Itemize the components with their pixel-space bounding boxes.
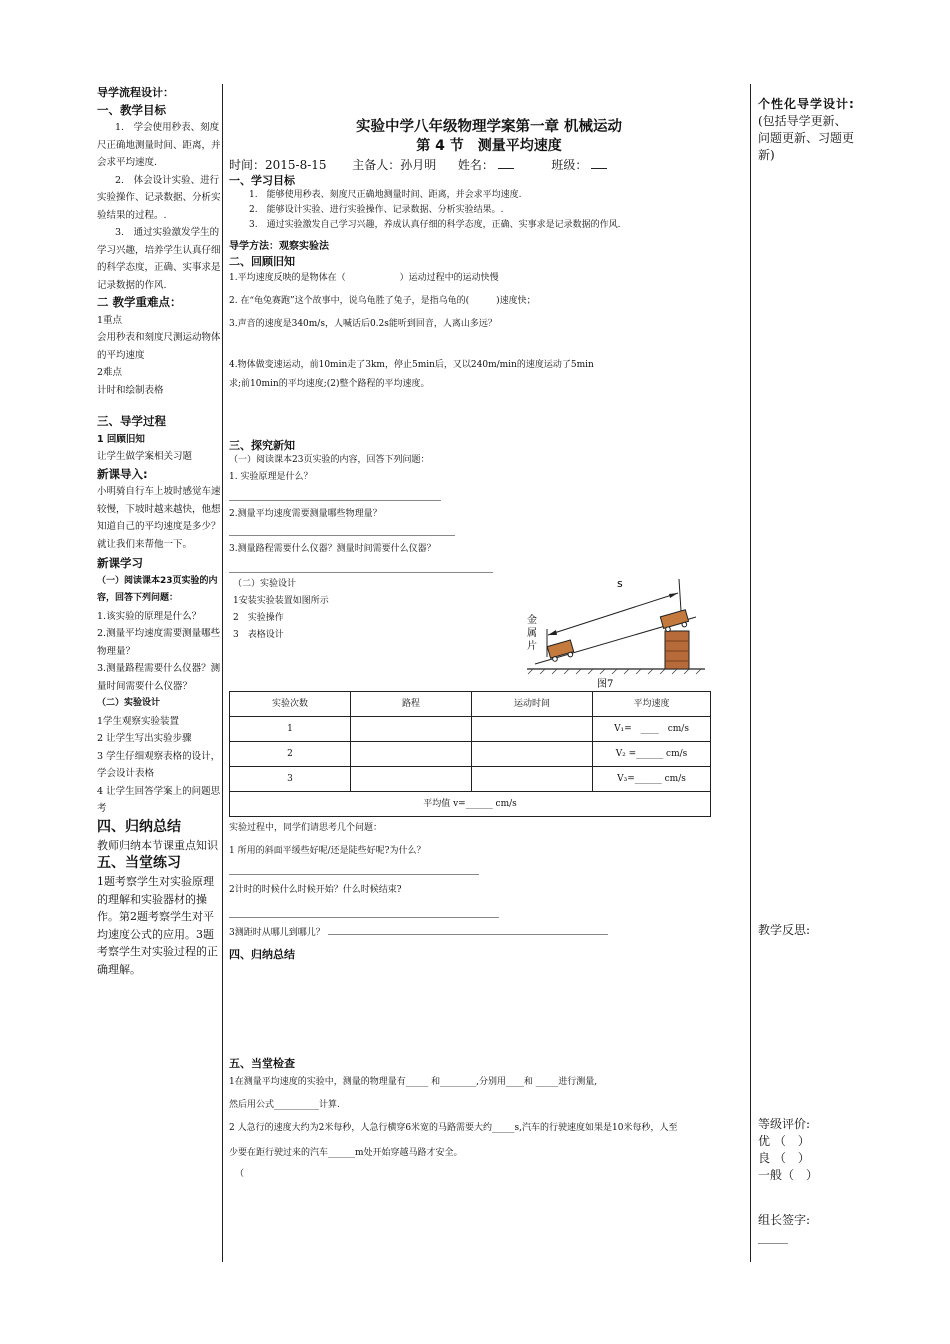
left-key1: 1重点 — [97, 314, 123, 326]
check-3: 2 人急行的速度大约为2米每秒，人急行横穿6米宽的马路需要大约_____s,汽车的行驶速度如果是10米每秒，人至 — [229, 1123, 678, 1133]
table-row — [230, 717, 711, 742]
design-2: 2 实验操作 — [233, 613, 284, 623]
left-intro: 新课导入: — [97, 466, 148, 481]
answer-line-2[interactable] — [229, 534, 455, 536]
table-cell[interactable] — [472, 767, 593, 792]
grade-excellent[interactable]: 优 （ ） — [758, 1134, 810, 1148]
part2: （二）实验设计 — [233, 579, 297, 589]
table-cell[interactable] — [351, 717, 472, 742]
left-heading: 导学流程设计： — [97, 86, 174, 99]
personal-title-bold: 个性化导学设计: — [758, 97, 855, 111]
left-section-practice: 五、当堂练习 — [97, 855, 181, 871]
table-average-row — [230, 792, 711, 817]
goal-2: 2. 能够设计实验、进行实验操作、记录数据、分析实验结果。. — [249, 205, 504, 215]
left-learn-b: （二）实验设计 — [97, 698, 161, 708]
left-key2: 2难点 — [97, 367, 123, 378]
check-5: （ — [235, 1169, 245, 1179]
personal-title — [758, 96, 858, 164]
left-learn-a-3: 3.测量路程需要什么仪器？测量时间需要什么仪器？ — [97, 663, 221, 692]
table-cell[interactable] — [472, 742, 593, 767]
section-review: 二、回顾旧知 — [229, 255, 295, 268]
data-table — [229, 691, 711, 817]
table-cell[interactable]: V₃=______ cm/s — [593, 767, 711, 792]
incline-figure — [515, 573, 715, 691]
teacher-column — [97, 84, 221, 978]
leader-sign-label: 组长签字: — [758, 1213, 811, 1227]
table-cell: 3 — [230, 767, 351, 792]
review-2: 2. 在“龟兔赛跑”这个故事中，说乌龟胜了兔子，是指乌龟的( )速度快； — [229, 296, 536, 306]
review-4: 4.物体做变速运动，前10min走了3km，停止5min后，又以240m/min的速度运动了5min — [229, 360, 594, 370]
figure-metal-3: 片 — [527, 641, 537, 652]
review-1: 1.平均速度反映的是物体在（ ）运动过程中的运动快慢 — [229, 273, 499, 283]
left-section-goals: 一、教学目标 — [97, 102, 166, 117]
personal-title-rest: (包括导学更新、问题更新、习题更新) — [758, 114, 855, 162]
left-goal-1: 1. 学会使用秒表、刻度尺正确地测量时间、距离，并会求平均速度. — [97, 122, 221, 168]
goal-3: 3. 通过实验激发自己学习兴趣，养成认真仔细的科学态度，正确、实事求是记录数据的作风. — [249, 220, 621, 230]
left-goal-2: 2. 体会设计实验、进行实验操作、记录数据、分析实验结果的过程。. — [97, 174, 221, 221]
table-row — [230, 742, 711, 767]
left-learn: 新课学习 — [97, 556, 143, 570]
grade-good[interactable]: 良 （ ） — [758, 1151, 810, 1165]
left-intro-text: 小明骑自行车上坡时感觉车速较慢，下坡时越来越快，他想知道自己的平均速度是多少？就让我们来帮他一下。 — [97, 486, 221, 550]
left-divider — [222, 84, 223, 1262]
figure-s-label: s — [617, 577, 623, 590]
think-3 — [229, 926, 749, 941]
author-label: 主备人：孙月明 — [352, 158, 437, 172]
left-learn-b-1: 1学生观察实验装置 — [97, 715, 180, 727]
left-section-process: 三、导学过程 — [97, 414, 166, 428]
grade-label: 等级评价: — [758, 1117, 811, 1131]
think-line-2[interactable] — [229, 916, 499, 918]
think-line-1[interactable] — [229, 873, 479, 875]
figure-metal-2: 属 — [527, 628, 537, 639]
figure-caption: 图7 — [597, 679, 614, 690]
name-label: 姓名： — [457, 158, 494, 172]
section-goals: 一、学习目标 — [229, 174, 295, 187]
grade-fair[interactable]: 一般（ ） — [758, 1168, 819, 1182]
left-learn-a-2: 2.测量平均速度需要测量哪些物理量？ — [97, 628, 221, 657]
student-column — [229, 120, 749, 1182]
left-summary-text: 教师归纳本节课重点知识 — [97, 838, 218, 852]
table-cell[interactable]: V₂ =______ cm/s — [593, 742, 711, 767]
time-label: 时间：2015-8-15 — [229, 158, 327, 172]
check-4: 少要在距行驶过来的汽车______m处开始穿越马路才安全。 — [229, 1148, 463, 1158]
review-5: 求;前10min的平均速度;(2)整个路程的平均速度。 — [229, 379, 430, 389]
check-1: 1在测量平均速度的实验中，测量的物理量有_____ 和________,分别用____和 _____进行测量, — [229, 1077, 598, 1087]
table-average[interactable]: 平均值 v=______ cm/s — [230, 792, 711, 817]
left-key1-text: 会用秒表和刻度尺测运动物体的平均速度 — [97, 332, 221, 361]
think-1: 1 所用的斜面平缓些好呢/还是陡些好呢?为什么？ — [229, 846, 426, 856]
answer-line-1[interactable] — [229, 499, 441, 501]
leader-sign-line[interactable]: _____ — [758, 1230, 788, 1244]
left-review: 1 回顾旧知 — [97, 433, 145, 445]
design-3: 3 表格设计 — [233, 630, 284, 640]
table-cell: 1 — [230, 717, 351, 742]
page-subtitle: 第 4 节 测量平均速度 — [416, 138, 562, 154]
left-section-key: 二 教学重难点： — [97, 295, 182, 309]
method: 导学方法：观察实验法 — [229, 241, 329, 252]
left-key2-text: 计时和绘制表格 — [97, 384, 164, 396]
meta-line — [229, 158, 749, 173]
question-3: 3.测量路程需要什么仪器？测量时间需要什么仪器？ — [229, 544, 436, 554]
left-learn-a: （一）阅读课本23页实验的内容，回答下列问题： — [97, 575, 218, 603]
table-cell[interactable] — [472, 717, 593, 742]
table-header: 平均速度 — [593, 692, 711, 717]
left-learn-b-3: 3 学生仔细观察表格的设计，学会设计表格 — [97, 750, 221, 779]
think-line-3[interactable] — [328, 934, 608, 935]
figure-metal-1: 金 — [527, 615, 537, 626]
think-intro: 实验过程中，同学们请思考几个问题： — [229, 823, 383, 833]
left-learn-a-1: 1.该实验的原理是什么？ — [97, 610, 202, 622]
table-cell: 2 — [230, 742, 351, 767]
design-block — [229, 573, 749, 691]
goal-1: 1. 能够使用秒表、刻度尺正确地测量时间、距离，并会求平均速度. — [249, 190, 522, 200]
table-header: 路程 — [351, 692, 472, 717]
review-3: 3.声音的速度是340m/s，人喊话后0.2s能听到回音，人离山多远？ — [229, 319, 497, 329]
design-text — [233, 577, 329, 643]
section-check: 五、当堂检查 — [229, 1057, 295, 1070]
table-cell[interactable] — [351, 767, 472, 792]
design-1: 1安装实验装置如图所示 — [233, 596, 329, 606]
left-section-summary: 四、归纳总结 — [97, 818, 181, 835]
left-review-text: 让学生做学案相关习题 — [97, 451, 193, 462]
table-cell[interactable]: V₁= ____ cm/s — [593, 717, 711, 742]
personal-column — [758, 96, 858, 1244]
grade-block — [758, 1116, 858, 1246]
left-practice-text: 1题考察学生对实验原理的理解和实验器材的操作。第2题考察学生对平均速度公式的应用。3题考察学生对实验过程的正确理解。 — [97, 875, 218, 976]
table-cell[interactable] — [351, 742, 472, 767]
table-header: 运动时间 — [472, 692, 593, 717]
page-title: 实验中学八年级物理学案第一章 机械运动 — [355, 119, 623, 135]
class-field[interactable] — [591, 168, 607, 169]
left-learn-b-4: 4 让学生回答学案上的问题思考 — [97, 785, 221, 814]
left-goal-3: 3. 通过实验激发学生的学习兴趣，培养学生认真仔细的科学态度，正确、实事求是记录数据的作风. — [97, 227, 221, 291]
section-summary: 四、归纳总结 — [229, 948, 295, 961]
left-learn-b-2: 2 让学生写出实验步骤 — [97, 733, 192, 744]
reflection-label: 教学反思: — [758, 923, 811, 937]
table-header-row — [230, 692, 711, 717]
table-header: 实验次数 — [230, 692, 351, 717]
think-2: 2计时的时候什么时候开始？什么时候结束? — [229, 885, 402, 895]
table-row — [230, 767, 711, 792]
question-1: 1. 实验原理是什么？ — [229, 472, 313, 482]
section-explore: 三、探究新知 — [229, 439, 295, 452]
class-label: 班级： — [551, 158, 588, 172]
right-divider — [750, 84, 751, 1262]
think-3-text: 3测距时从哪儿到哪儿？ — [229, 928, 325, 938]
check-2: 然后用公式__________计算. — [229, 1100, 340, 1110]
part1: （一）阅读课本23页实验的内容，回答下列问题： — [229, 455, 430, 465]
question-2: 2.测量平均速度需要测量哪些物理量？ — [229, 509, 382, 519]
name-field[interactable] — [498, 168, 514, 169]
